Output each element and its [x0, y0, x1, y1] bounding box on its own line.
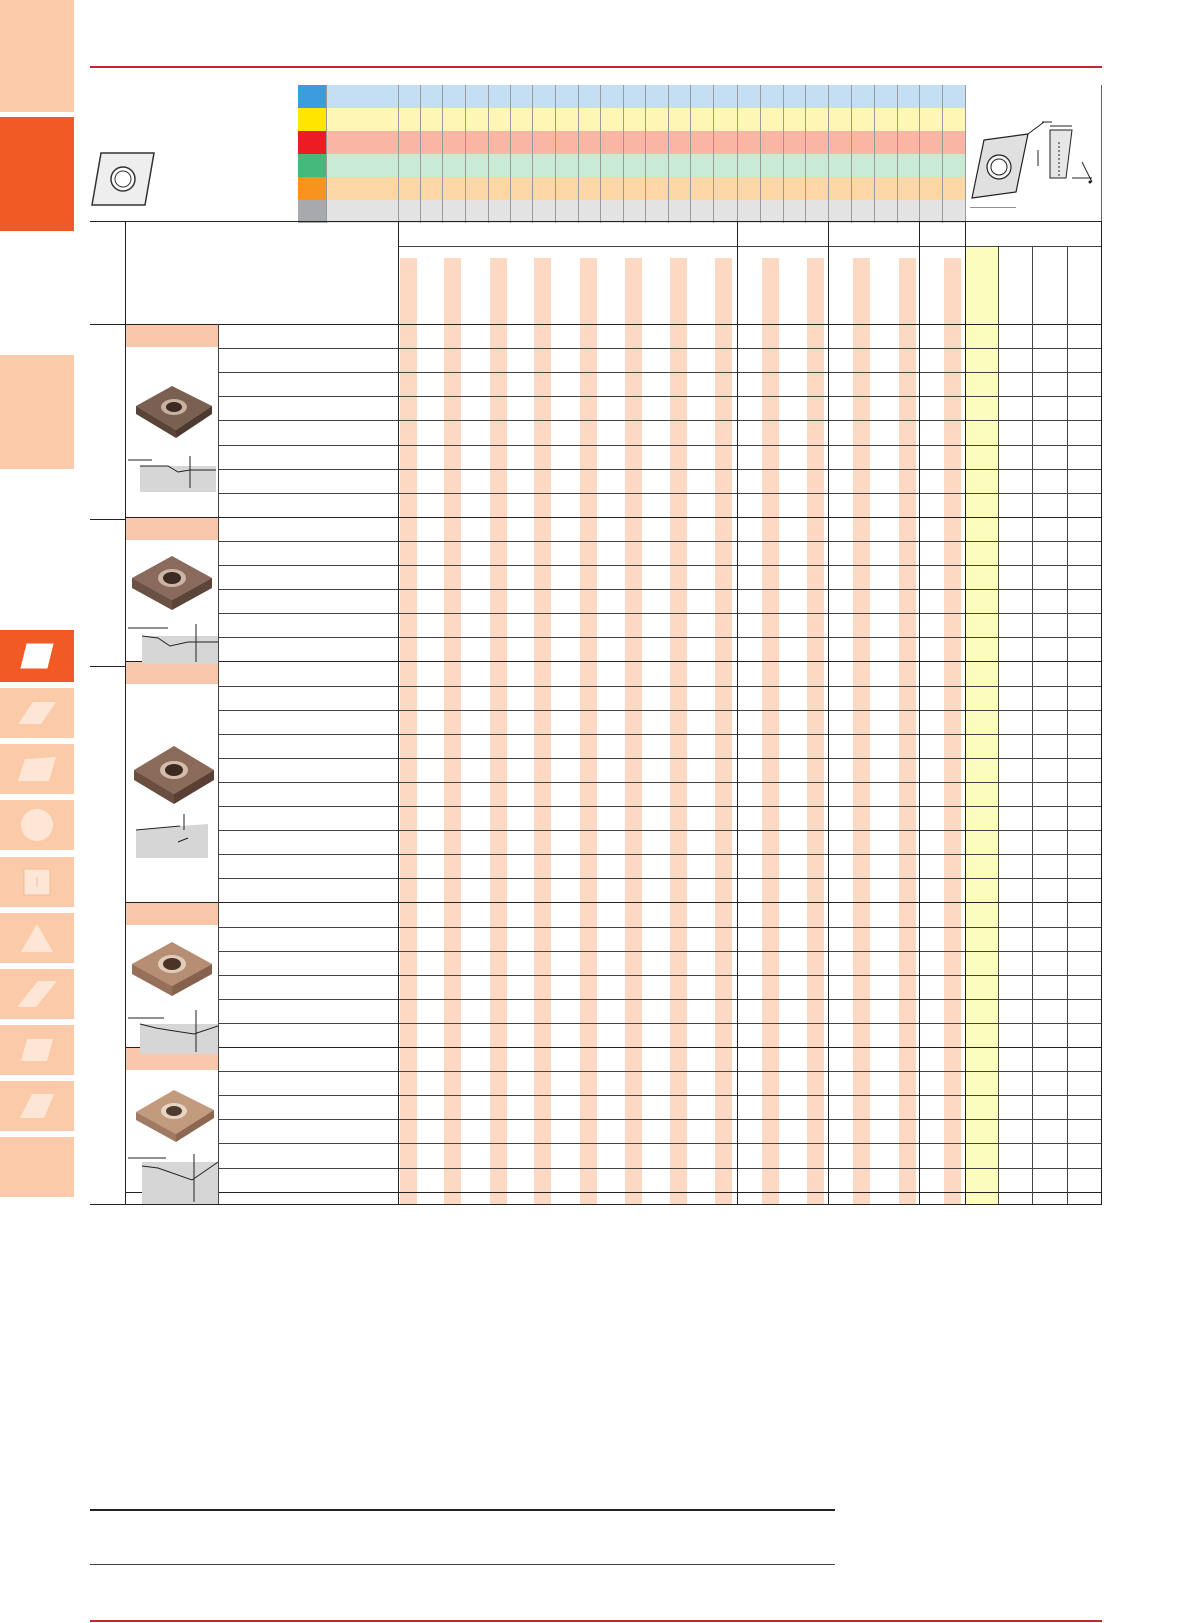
gray-square-icon [298, 200, 326, 223]
column-stripe [534, 258, 551, 1204]
table-row-line [218, 1071, 1102, 1072]
red-square-icon [298, 131, 326, 154]
col-line-group-3 [828, 221, 829, 1204]
chipbreaker-profile-icon-2 [128, 622, 218, 664]
insert-photo-gold [128, 938, 216, 1000]
table-row-line [218, 1143, 1102, 1144]
header-grid-line [645, 85, 646, 223]
footnote-rule-2 [90, 1564, 835, 1565]
col-line-image [218, 324, 219, 1204]
chipbreaker-profile-icon-3 [132, 810, 212, 858]
rail-tab-w-type[interactable] [0, 1081, 74, 1131]
insert-photo-gold-light [132, 1086, 218, 1146]
table-row-line [218, 999, 1102, 1000]
chipbreaker-profile-icon-5 [128, 1152, 218, 1204]
top-rule [90, 66, 1102, 68]
subheader-line [398, 246, 1102, 247]
round-insert-icon [19, 807, 55, 843]
series-tag [125, 662, 218, 684]
table-bottom-line [90, 1204, 1102, 1205]
table-row-line [218, 734, 1102, 735]
table-row-line [218, 782, 1102, 783]
header-grid-line [326, 85, 327, 223]
orange-square-icon [298, 177, 326, 200]
rail-tab-top[interactable] [0, 0, 74, 112]
header-grid-line [398, 85, 399, 223]
table-row-line [218, 372, 1102, 373]
table-top-line [90, 221, 1102, 222]
insert-dimension-diagram [966, 112, 1096, 208]
footnote-rule-1 [90, 1509, 835, 1511]
header-grid-line [442, 85, 443, 223]
yellow-square-icon [298, 108, 326, 131]
column-stripe [853, 258, 870, 1204]
col-line-left [125, 221, 126, 1204]
column-stripe [444, 258, 461, 1204]
header-grid-line [465, 85, 466, 223]
header-grid-line [919, 85, 920, 223]
rail-tab-c-type[interactable] [0, 630, 74, 682]
table-row-line [218, 1119, 1102, 1120]
header-grid-line [805, 85, 806, 223]
rail-tab-r-type[interactable] [0, 800, 74, 850]
column-stripe [625, 258, 642, 1204]
rail-tab-v-type[interactable] [0, 969, 74, 1019]
table-row-line [218, 830, 1102, 831]
chipbreaker-profile-icon [128, 452, 216, 492]
rail-tab-t-type[interactable] [0, 913, 74, 963]
column-stripe [580, 258, 597, 1204]
header-grid-line [555, 85, 556, 223]
rail-tab-d-type[interactable] [0, 688, 74, 738]
column-stripe [944, 258, 961, 1204]
table-row-line [125, 1047, 1102, 1048]
table-row-line [218, 927, 1102, 928]
column-stripe [400, 258, 417, 1204]
insert-photo-light [130, 742, 218, 806]
col-line-dim-1 [998, 246, 999, 1204]
table-row-line [218, 878, 1102, 879]
header-grid-line [760, 85, 761, 223]
rail-tab-k-type[interactable] [0, 1025, 74, 1075]
column-stripe [899, 258, 916, 1204]
col-line-group-2 [737, 221, 738, 1204]
header-grid-line [851, 85, 852, 223]
table-row-line [218, 1023, 1102, 1024]
table-row-line [218, 806, 1102, 807]
column-stripe [670, 258, 687, 1204]
table-row-line [218, 1168, 1102, 1169]
table-row-line [218, 396, 1102, 397]
square-insert-icon [22, 867, 52, 897]
table-row-line [125, 517, 1102, 518]
section-line [90, 519, 125, 520]
header-grid-line [668, 85, 669, 223]
header-grid-line [690, 85, 691, 223]
section-line [90, 666, 125, 667]
header-grid-line [874, 85, 875, 223]
rhombic-80-insert-icon [20, 642, 54, 670]
table-row-line [218, 589, 1102, 590]
header-grid-line [532, 85, 533, 223]
column-stripe [762, 258, 779, 1204]
insert-photo-medium [128, 552, 216, 614]
rail-tab-s-type[interactable] [0, 744, 74, 794]
header-grid-line [783, 85, 784, 223]
table-row-line [218, 1095, 1102, 1096]
green-square-icon [298, 154, 326, 177]
col-line-dim-2 [1032, 246, 1033, 1204]
triangle-insert-icon [19, 922, 55, 954]
header-grid-line [828, 85, 829, 223]
series-tag [125, 325, 218, 347]
table-row-line [218, 758, 1102, 759]
col-line-grades [398, 221, 399, 1204]
table-row-line [218, 541, 1102, 542]
header-grid-line [623, 85, 624, 223]
series-tag [125, 518, 218, 540]
parallelogram-insert-icon [19, 1037, 55, 1063]
table-row-line [218, 686, 1102, 687]
table-row-line [218, 951, 1102, 952]
col-line-group-4 [919, 221, 920, 1204]
table-row-line [125, 1192, 1102, 1193]
blue-square-icon [298, 85, 326, 108]
header-grid-line [897, 85, 898, 223]
table-row-line [125, 902, 1102, 903]
rail-tab-sq-type[interactable] [0, 857, 74, 907]
rhombic-35-insert-icon [17, 755, 57, 783]
bottom-rule [90, 1620, 1102, 1622]
pentagon-insert-icon [18, 1092, 56, 1120]
column-stripe [715, 258, 732, 1204]
rhombic-55-insert-icon [17, 700, 57, 726]
table-row-line [218, 469, 1102, 470]
header-grid-line [942, 85, 943, 223]
header-bottom-line [90, 324, 1102, 325]
table-row-line [218, 565, 1102, 566]
col-line-dim-3 [1067, 246, 1068, 1204]
rail-tab-turning[interactable] [0, 117, 74, 231]
col-line-dims [965, 221, 966, 1204]
table-row-line [218, 420, 1102, 421]
header-grid-line [510, 85, 511, 223]
header-grid-line [488, 85, 489, 223]
table-row-line [218, 854, 1102, 855]
header-grid-line [600, 85, 601, 223]
table-row-line [218, 348, 1102, 349]
table-row-line [218, 613, 1102, 614]
header-grid-line [420, 85, 421, 223]
header-grid-line [578, 85, 579, 223]
table-row-line [125, 661, 1102, 662]
highlight-column [966, 246, 998, 1204]
column-stripe [490, 258, 507, 1204]
header-grid-line [737, 85, 738, 223]
table-row-line [218, 493, 1102, 494]
rail-tab-bottom[interactable] [0, 1137, 74, 1197]
header-right-border [1101, 85, 1102, 228]
col-line-right [1101, 221, 1102, 1204]
chipbreaker-profile-icon-4 [128, 1008, 218, 1054]
trigon-insert-icon [16, 979, 58, 1009]
column-stripe [807, 258, 824, 1204]
table-row-line [218, 710, 1102, 711]
series-tag [125, 903, 218, 925]
insert-photo-dark [132, 380, 214, 442]
rail-tab-grooving[interactable] [0, 355, 74, 469]
header-grid-line [713, 85, 714, 223]
table-row-line [218, 975, 1102, 976]
table-row-line [218, 637, 1102, 638]
table-row-line [218, 445, 1102, 446]
insert-shape-icon [90, 151, 156, 207]
